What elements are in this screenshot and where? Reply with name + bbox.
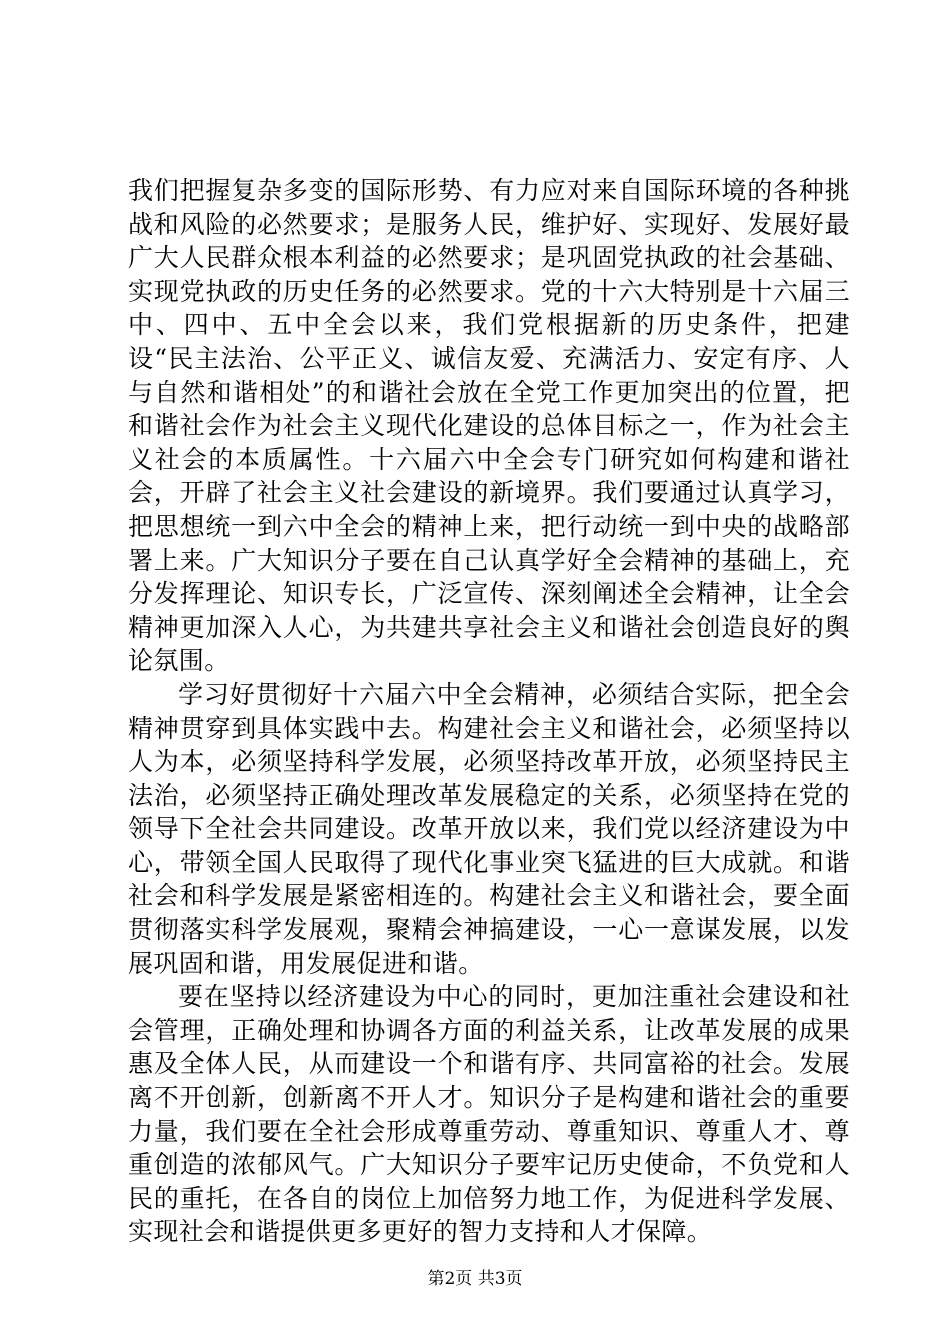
document-body bbox=[128, 174, 850, 1249]
paragraph-study-implement: 学习好贯彻好十六届六中全会精神，必须结合实际，把全会精神贯穿到具体实践中去。构建社会主义和谐社会，必须坚持以人为本，必须坚持科学发展，必须坚持改革开放，必须坚持民主法治，必须坚持正确处理改革发展稳定的关系，必须坚持在党的领导下全社会共同建设。改革开放以来，我们党以经济建设为中心，带领全国人民取得了现代化事业突飞猛进的巨大成就。和谐社会和科学发展是紧密相连的。构建社会主义和谐社会，要全面贯彻落实科学发展观，聚精会神搞建设，一心一意谋发展，以发展巩固和谐，用发展促进和谐。 bbox=[128, 679, 850, 978]
paragraph-social-construction: 要在坚持以经济建设为中心的同时，更加注重社会建设和社会管理，正确处理和协调各方面的利益关系，让改革发展的成果惠及全体人民，从而建设一个和谐有序、共同富裕的社会。发展离不开创新，创新离不开人才。知识分子是构建和谐社会的重要力量，我们要在全社会形成尊重劳动、尊重知识、尊重人才、尊重创造的浓郁风气。广大知识分子要牢记历史使命，不负党和人民的重托，在各自的岗位上加倍努力地工作，为促进科学发展、实现社会和谐提供更多更好的智力支持和人才保障。 bbox=[128, 982, 850, 1247]
paragraph-continued: 我们把握复杂多变的国际形势、有力应对来自国际环境的各种挑战和风险的必然要求；是服务人民，维护好、实现好、发展好最广大人民群众根本利益的必然要求；是巩固党执政的社会基础、实现党执政的历史任务的必然要求。党的十六大特别是十六届三中、四中、五中全会以来，我们党根据新的历史条件，把建设“民主法治、公平正义、诚信友爱、充满活力、安定有序、人与自然和谐相处”的和谐社会放在全党工作更加突出的位置，把和谐社会作为社会主义现代化建设的总体目标之一，作为社会主义社会的本质属性。十六届六中全会专门研究如何构建和谐社会，开辟了社会主义社会建设的新境界。我们要通过认真学习，把思想统一到六中全会的精神上来，把行动统一到中央的战略部署上来。广大知识分子要在自己认真学好全会精神的基础上，充分发挥理论、知识专长，广泛宣传、深刻阐述全会精神，让全会精神更加深入人心，为共建共享社会主义和谐社会创造良好的舆论氛围。 bbox=[128, 176, 850, 676]
page-number-footer: 第2页 共3页 bbox=[427, 1269, 523, 1289]
